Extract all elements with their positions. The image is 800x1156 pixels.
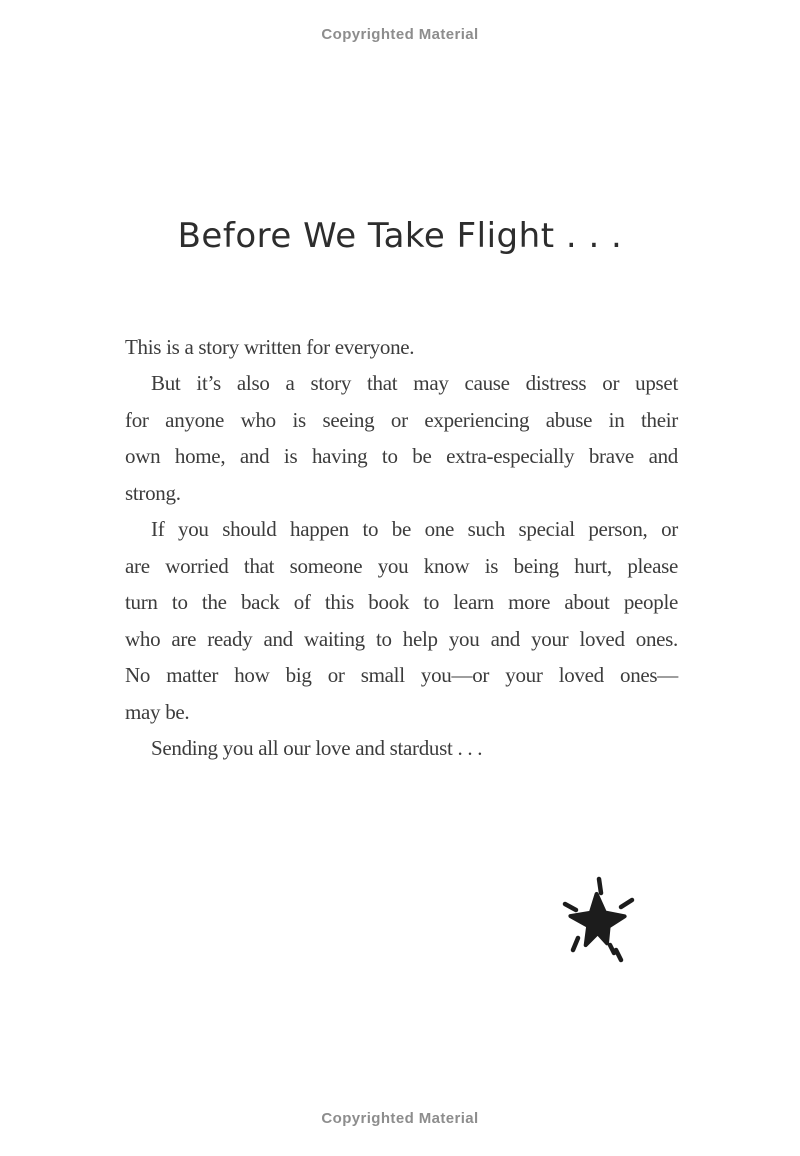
star-sparkle-icon: [548, 862, 668, 982]
body-line: are worried that someone you know is being hurt, please: [125, 553, 678, 578]
copyright-notice-top: Copyrighted Material: [321, 26, 479, 43]
body-line: No matter how big or small you—or your loved ones—: [125, 663, 678, 688]
body-line: who are ready and waiting to help you and your loved ones.: [125, 626, 678, 651]
copyright-notice-bottom: Copyrighted Material: [321, 1110, 479, 1127]
body-text: [125, 329, 678, 766]
body-line: may be.: [125, 699, 190, 724]
body-line: But it’s also a story that may cause distress or upset: [151, 371, 678, 396]
body-line: This is a story written for everyone.: [125, 335, 415, 359]
body-line: strong.: [125, 480, 181, 505]
body-line: If you should happen to be one such special person, or: [151, 517, 678, 542]
body-line: Sending you all our love and stardust . . .: [151, 735, 483, 760]
body-line: own home, and is having to be extra-especially brave and: [125, 444, 678, 469]
chapter-title: Before We Take Flight . . .: [177, 216, 623, 256]
body-line: turn to the back of this book to learn more about people: [125, 590, 678, 615]
body-line: for anyone who is seeing or experiencing abuse in their: [125, 407, 678, 432]
